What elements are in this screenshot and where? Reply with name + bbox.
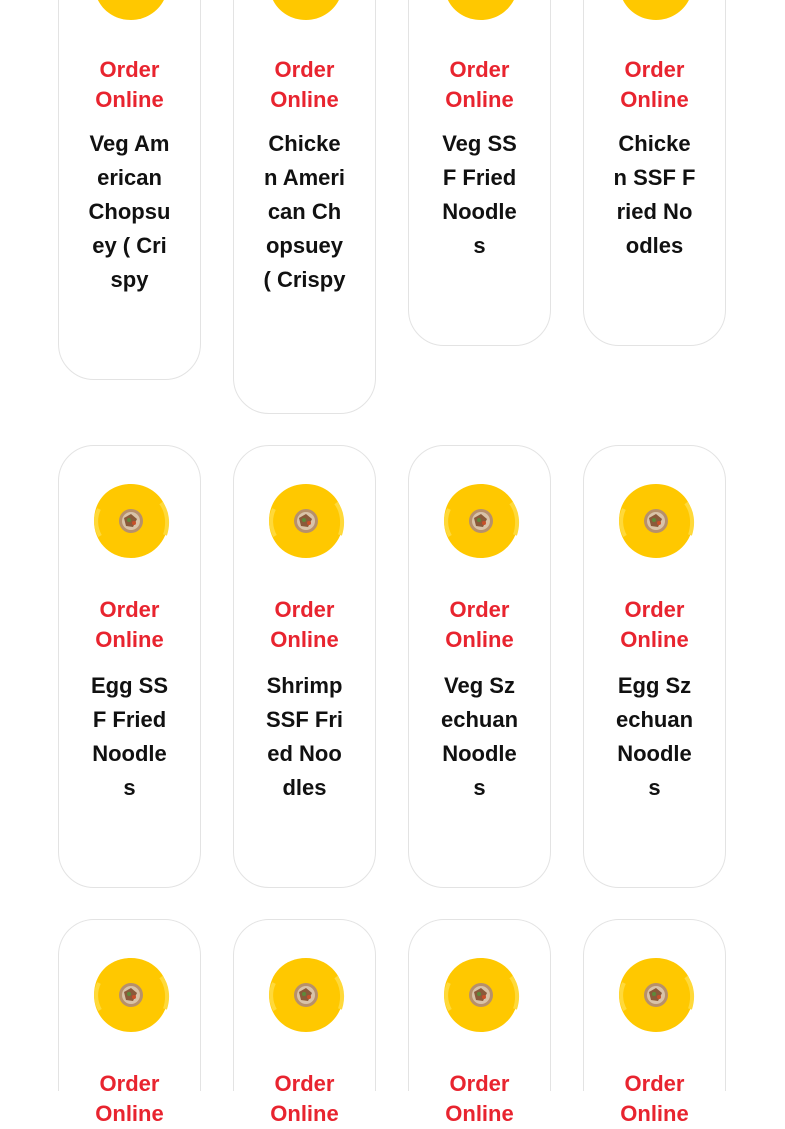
product-card[interactable] [233, 0, 376, 414]
order-online-link[interactable]: Order Online [620, 1071, 689, 1126]
product-card[interactable] [408, 445, 551, 888]
product-card[interactable] [583, 445, 726, 888]
product-logo-icon [91, 0, 171, 23]
product-card[interactable] [233, 445, 376, 888]
order-online-link[interactable]: Order Online [270, 57, 339, 112]
product-card[interactable] [58, 0, 201, 380]
product-logo-icon [91, 481, 171, 561]
product-card[interactable] [58, 445, 201, 888]
product-logo-icon [441, 955, 521, 1035]
order-online-link[interactable]: Order Online [95, 1071, 164, 1126]
order-online-link[interactable]: Order Online [620, 597, 689, 652]
product-logo-icon [266, 955, 346, 1035]
product-logo-icon [91, 955, 171, 1035]
product-card[interactable] [233, 919, 376, 1126]
product-name: Egg Szechuan Noodles [615, 673, 694, 800]
product-name: Veg SSF Fried Noodles [442, 131, 517, 258]
order-online-link[interactable]: Order Online [95, 57, 164, 112]
product-name: Chicken American Chopsuey ( Crispy [263, 131, 346, 292]
product-card[interactable] [58, 919, 201, 1126]
product-card[interactable] [583, 0, 726, 346]
product-logo-icon [266, 481, 346, 561]
order-online-link[interactable]: Order Online [95, 597, 164, 652]
product-card[interactable] [408, 919, 551, 1126]
order-online-link[interactable]: Order Online [445, 1071, 514, 1126]
order-online-link[interactable]: Order Online [620, 57, 689, 112]
product-logo-icon [441, 0, 521, 23]
product-card[interactable] [408, 0, 551, 346]
product-name: Chicken SSF Fried Noodles [613, 131, 696, 258]
product-card[interactable] [583, 919, 726, 1126]
product-logo-icon [616, 0, 696, 23]
order-online-link[interactable]: Order Online [270, 1071, 339, 1126]
order-online-link[interactable]: Order Online [270, 597, 339, 652]
order-online-link[interactable]: Order Online [445, 57, 514, 112]
product-logo-icon [441, 481, 521, 561]
product-logo-icon [266, 0, 346, 23]
product-logo-icon [616, 481, 696, 561]
product-name: Shrimp SSF Fried Noodles [265, 673, 343, 800]
product-name: Veg American Chopsuey ( Crispy [88, 131, 171, 292]
product-name: Veg Szechuan Noodles [440, 673, 519, 800]
order-online-link[interactable]: Order Online [445, 597, 514, 652]
product-name: Egg SSF Fried Noodles [90, 673, 168, 800]
product-logo-icon [616, 955, 696, 1035]
